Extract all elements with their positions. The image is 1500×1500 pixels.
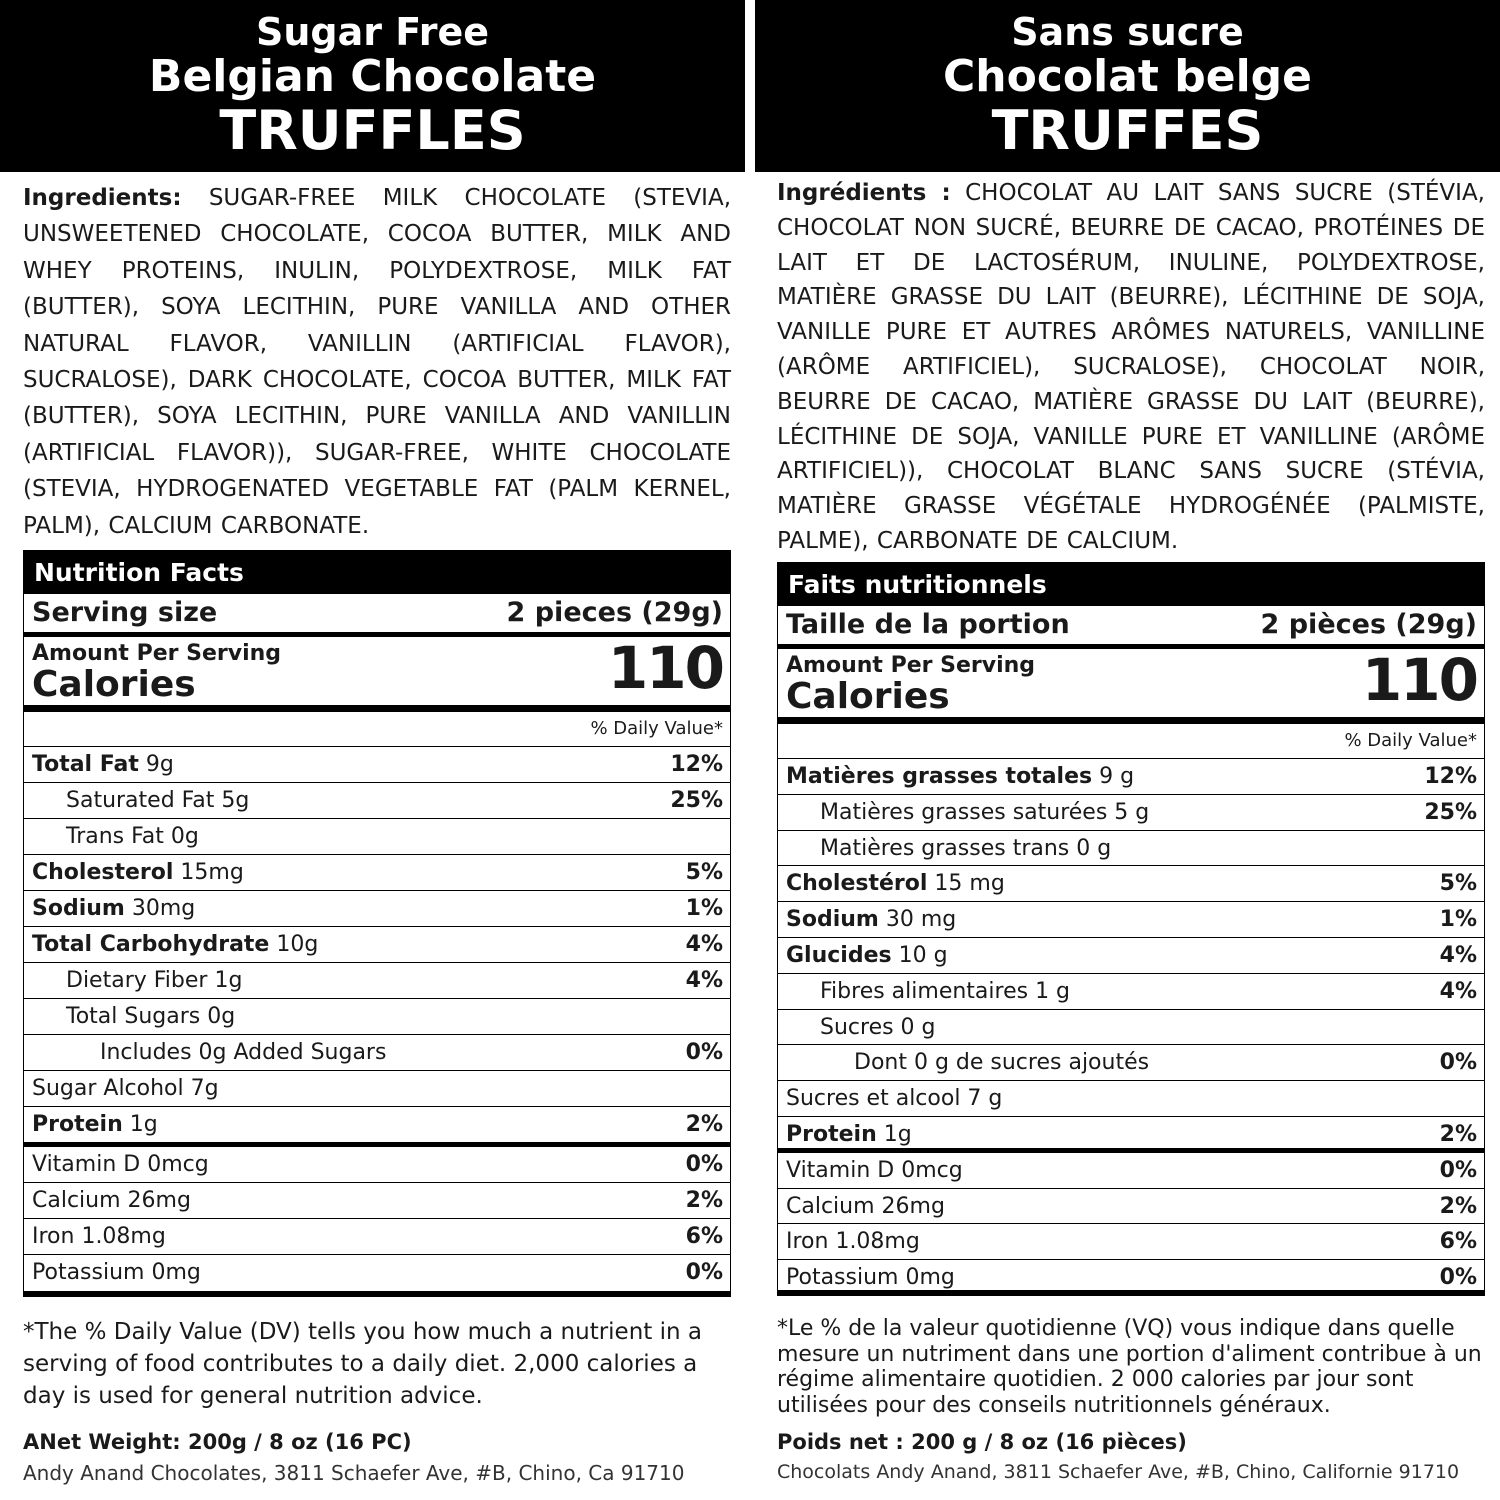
nutrient-amount: Matières grasses saturées 5 g	[820, 799, 1150, 825]
nutrient-name: Sodium	[32, 896, 125, 921]
nutrient-label	[32, 1255, 201, 1291]
nutrient-row	[24, 1071, 730, 1107]
french-label-panel	[755, 0, 1500, 1500]
nutrient-daily-value: 2%	[1439, 1121, 1477, 1147]
nutrient-label	[786, 1045, 1149, 1080]
nutrient-label	[32, 783, 249, 818]
nutrient-amount: 1g	[876, 1121, 912, 1147]
nutrient-label	[786, 938, 948, 973]
nutrient-amount: Sugar Alcohol 7g	[32, 1076, 219, 1101]
nutrient-amount: Iron 1.08mg	[786, 1229, 920, 1255]
nutrient-daily-value: 12%	[670, 752, 723, 777]
daily-value-footnote: *The % Daily Value (DV) tells you how much a nutrient in a serving of food contributes to a daily diet. 2,000 calories a day is used for general nutrition advice.	[23, 1319, 702, 1409]
nutrient-row	[24, 1255, 730, 1297]
title-line-3: TRUFFES	[991, 99, 1264, 162]
nutrient-amount: Sucres 0 g	[820, 1014, 936, 1040]
nutrient-amount: Includes 0g Added Sugars	[100, 1040, 387, 1065]
title-line-1: Sans sucre	[1011, 10, 1244, 54]
nutrient-amount: Dietary Fiber 1g	[66, 968, 243, 993]
nutrient-amount: Vitamin D 0mcg	[32, 1152, 209, 1177]
nutrient-row	[778, 974, 1484, 1010]
nutrient-row	[24, 891, 730, 927]
nutrient-row	[24, 819, 730, 855]
nutrient-daily-value: 4%	[1439, 942, 1477, 968]
ingredients-paragraph	[23, 180, 731, 544]
nutrient-daily-value: 6%	[1439, 1229, 1477, 1255]
nutrition-facts-panel	[777, 562, 1485, 1296]
nutrient-row	[778, 866, 1484, 902]
nutrient-label	[32, 1035, 386, 1070]
nutrient-label	[786, 1224, 920, 1259]
nutrient-label	[786, 831, 1111, 866]
nutrient-daily-value: 4%	[685, 968, 723, 993]
nutrient-label	[786, 795, 1149, 830]
nutrient-row	[778, 795, 1484, 831]
calories-block	[24, 634, 730, 712]
nutrient-label	[32, 1107, 158, 1142]
nutrient-amount: Saturated Fat 5g	[66, 788, 250, 813]
nutrient-row	[24, 855, 730, 891]
nutrient-row	[24, 927, 730, 963]
serving-size-row	[24, 594, 730, 637]
nutrient-label	[32, 963, 242, 998]
nutrient-label	[786, 1260, 955, 1290]
nutrient-row	[778, 831, 1484, 867]
calories-value: 110	[607, 634, 723, 702]
daily-value-header: % Daily Value*	[24, 712, 730, 747]
nutrient-rows	[24, 747, 730, 1297]
nutrient-daily-value: 12%	[1424, 764, 1477, 789]
nutrient-label	[32, 927, 318, 962]
daily-value-header: % Daily Value*	[778, 724, 1484, 759]
serving-size-label: Serving size	[32, 597, 218, 628]
serving-size-row	[778, 606, 1484, 649]
nutrient-row	[24, 1107, 730, 1147]
title-line-2: Chocolat belge	[942, 51, 1313, 102]
nutrition-facts-panel	[23, 550, 731, 1297]
nutrient-row	[778, 1010, 1484, 1046]
calories-block	[778, 646, 1484, 724]
manufacturer-address: Chocolats Andy Anand, 3811 Schaefer Ave, #B, Chino, Californie 91710	[777, 1461, 1460, 1483]
nutrient-amount: 30 mg	[878, 907, 957, 933]
nutrient-daily-value: 4%	[1439, 978, 1477, 1004]
nutrient-daily-value: 5%	[1439, 871, 1477, 897]
serving-size-value: 2 pièces (29g)	[1260, 609, 1477, 640]
nutrient-row	[24, 783, 730, 819]
nutrient-label	[32, 1183, 191, 1218]
nutrient-row	[778, 1117, 1484, 1153]
nutrient-name: Protein	[32, 1112, 123, 1137]
nutrient-amount: 10 g	[891, 942, 948, 968]
nutrient-amount: Fibres alimentaires 1 g	[820, 978, 1071, 1004]
nutrient-name: Matières grasses totales	[786, 764, 1093, 789]
nutrient-amount: Iron 1.08mg	[32, 1224, 166, 1249]
product-title-header	[755, 0, 1500, 172]
nutrient-daily-value: 25%	[670, 788, 723, 813]
nutrient-name: Total Carbohydrate	[32, 932, 270, 957]
nutrient-label	[786, 759, 1134, 794]
nutrient-daily-value: 0%	[685, 1152, 723, 1177]
nutrient-amount: 30mg	[124, 896, 196, 921]
nutrient-daily-value: 2%	[685, 1112, 723, 1137]
nutrient-amount: Matières grasses trans 0 g	[820, 835, 1112, 861]
nutrient-label	[786, 1117, 912, 1148]
nutrient-name: Glucides	[786, 942, 892, 968]
nutrient-row	[24, 1147, 730, 1183]
nutrient-row	[24, 1183, 730, 1219]
nutrient-row	[778, 1045, 1484, 1081]
nutrient-row	[778, 1260, 1484, 1296]
nutrient-row	[778, 1189, 1484, 1225]
nutrient-amount: Potassium 0mg	[786, 1265, 955, 1291]
nutrient-name: Protein	[786, 1121, 877, 1147]
nutrient-amount: Total Sugars 0g	[66, 1004, 236, 1029]
nutrient-label	[786, 1153, 963, 1188]
nutrient-amount: Trans Fat 0g	[66, 824, 199, 849]
nutrient-label	[786, 1010, 936, 1045]
daily-value-footnote: *Le % de la valeur quotidienne (VQ) vous indique dans quelle mesure un nutriment dans une portion d'aliment contribue à un régime alimentaire quotidien. 2 000 calories par jour sont utilisées pour des conseils nutritionnels généraux.	[777, 1316, 1482, 1418]
nutrient-name: Cholestérol	[786, 871, 928, 897]
nutrient-label	[786, 1189, 945, 1224]
nutrient-amount: Dont 0 g de sucres ajoutés	[854, 1050, 1150, 1076]
ingredients-text: SUGAR-FREE MILK CHOCOLATE (STEVIA, UNSWEETENED CHOCOLATE, COCOA BUTTER, MILK AND WHEY PROTEINS, INULIN, POLYDEXTROSE, MILK FAT (BUTTER), SOYA LECITHIN, PURE VANILLA AND OTHER NATURAL FLAVOR, VANILLIN (ARTIFICIAL FLAVOR), SUCRALOSE), DARK CHOCOLATE, COCOA BUTTER, MILK FAT (BUTTER), SOYA LECITHIN, PURE VANILLA AND VANILLIN (ARTIFICIAL FLAVOR)), SUGAR-FREE, WHITE CHOCOLATE (STEVIA, HYDROGENATED VEGETABLE FAT (PALM KERNEL, PALM), CALCIUM CARBONATE.	[23, 185, 732, 539]
nutrient-name: Total Fat	[32, 752, 139, 777]
nutrient-row	[24, 747, 730, 783]
nutrient-daily-value: 2%	[685, 1188, 723, 1213]
product-title-header	[0, 0, 745, 172]
nutrient-daily-value: 4%	[685, 932, 723, 957]
ingredients-label: Ingredients:	[23, 185, 182, 211]
calories-label: Calories	[786, 676, 950, 717]
nutrient-row	[778, 1224, 1484, 1260]
nutrient-amount: Calcium 26mg	[786, 1193, 945, 1219]
nutrient-amount: 15 mg	[927, 871, 1005, 897]
nutrient-amount: 15mg	[173, 860, 244, 885]
nutrient-row	[24, 1035, 730, 1071]
nutrient-daily-value: 0%	[685, 1040, 723, 1065]
nutrient-amount: 1g	[122, 1112, 158, 1137]
net-weight: ANet Weight: 200g / 8 oz (16 PC)	[23, 1430, 412, 1454]
nutrient-daily-value: 0%	[685, 1260, 723, 1285]
nutrient-row	[778, 1081, 1484, 1117]
nutrition-facts-title: Faits nutritionnels	[777, 562, 1485, 606]
nutrient-daily-value: 1%	[1439, 907, 1477, 933]
amount-per-serving: Amount Per Serving	[786, 653, 1036, 678]
ingredients-paragraph	[777, 176, 1485, 559]
nutrient-amount: Potassium 0mg	[32, 1260, 201, 1285]
nutrient-row	[778, 759, 1484, 795]
nutrient-label	[32, 1147, 209, 1182]
nutrient-daily-value: 25%	[1424, 799, 1477, 825]
nutrient-label	[786, 902, 956, 937]
nutrient-amount: Vitamin D 0mcg	[786, 1157, 963, 1183]
nutrient-row	[24, 963, 730, 999]
nutrient-daily-value: 0%	[1439, 1157, 1477, 1183]
nutrient-daily-value: 0%	[1439, 1050, 1477, 1076]
nutrient-label	[32, 747, 174, 782]
ingredients-label: Ingrédients :	[777, 180, 951, 206]
nutrient-row	[778, 938, 1484, 974]
nutrient-label	[32, 819, 199, 854]
nutrient-label	[786, 866, 1005, 901]
nutrient-row	[24, 999, 730, 1035]
nutrition-facts-title: Nutrition Facts	[23, 550, 731, 594]
title-line-1: Sugar Free	[255, 10, 490, 54]
calories-label: Calories	[32, 664, 196, 705]
nutrient-row	[24, 1219, 730, 1255]
amount-per-serving: Amount Per Serving	[32, 641, 282, 666]
nutrient-daily-value: 6%	[685, 1224, 723, 1249]
nutrient-label	[786, 1081, 1002, 1116]
calories-value: 110	[1361, 646, 1477, 714]
nutrient-rows	[778, 759, 1484, 1296]
nutrient-amount: Calcium 26mg	[32, 1188, 191, 1213]
serving-size-label: Taille de la portion	[786, 609, 1070, 640]
nutrient-name: Cholesterol	[32, 860, 174, 885]
nutrient-daily-value: 1%	[685, 896, 723, 921]
nutrient-name: Sodium	[786, 907, 879, 933]
nutrient-amount: 10g	[269, 932, 319, 957]
nutrient-label	[32, 855, 244, 890]
serving-size-value: 2 pieces (29g)	[506, 597, 723, 628]
nutrient-daily-value: 5%	[685, 860, 723, 885]
title-line-2: Belgian Chocolate	[148, 51, 597, 102]
nutrient-label	[786, 974, 1070, 1009]
nutrient-row	[778, 902, 1484, 938]
nutrient-amount: 9 g	[1092, 764, 1135, 789]
ingredients-text: CHOCOLAT AU LAIT SANS SUCRE (STÉVIA, CHOCOLAT NON SUCRÉ, BEURRE DE CACAO, PROTÉINES DE LAIT ET DE LACTOSÉRUM, INULINE, POLYDEXTROSE, MATIÈRE GRASSE DU LAIT (BEURRE), LÉCITHINE DE SOJA, VANILLE PURE ET AUTRES ARÔMES NATURELS, VANILLINE (ARÔME ARTIFICIEL), SUCRALOSE), CHOCOLAT NOIR, BEURRE DE CACAO, MATIÈRE GRASSE DU LAIT (BEURRE), LÉCITHINE DE SOJA, VANILLE PURE ET VANILLINE (ARÔME ARTIFICIEL)), CHOCOLAT BLANC SANS SUCRE (STÉVIA, MATIÈRE GRASSE VÉGÉTALE HYDROGÉNÉE (PALMISTE, PALME), CARBONATE DE CALCIUM.	[777, 180, 1485, 554]
nutrient-daily-value: 0%	[1439, 1265, 1477, 1291]
title-line-3: TRUFFLES	[219, 99, 526, 162]
manufacturer-address: Andy Anand Chocolates, 3811 Schaefer Ave, #B, Chino, Ca 91710	[23, 1461, 685, 1485]
nutrient-amount: Sucres et alcool 7 g	[786, 1086, 1003, 1112]
english-label-panel	[0, 0, 745, 1500]
nutrient-row	[778, 1153, 1484, 1189]
nutrient-label	[32, 1219, 166, 1254]
net-weight: Poids net : 200 g / 8 oz (16 pièces)	[777, 1430, 1187, 1454]
nutrient-label	[32, 891, 195, 926]
nutrient-daily-value: 2%	[1439, 1193, 1477, 1219]
nutrient-amount: 9g	[138, 752, 174, 777]
nutrient-label	[32, 1071, 219, 1106]
nutrient-label	[32, 999, 235, 1034]
